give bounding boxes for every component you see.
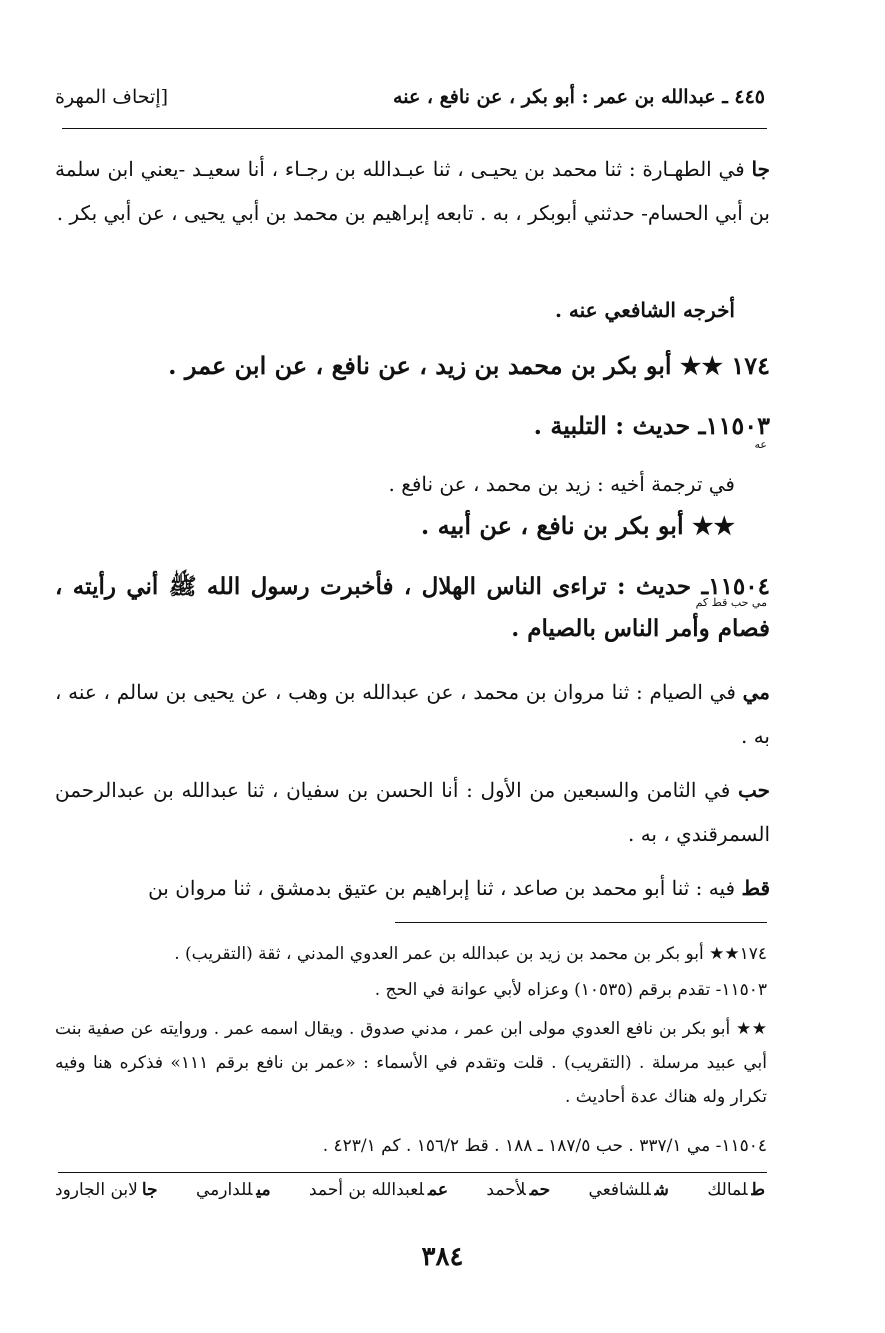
abbreviation-item: حملأحمد bbox=[486, 1180, 551, 1200]
source-siglum: حب bbox=[737, 778, 770, 802]
entry-abu-bakr-nafi-heading bbox=[55, 504, 735, 548]
paragraph-text: أخرجه الشافعي عنه . bbox=[554, 298, 735, 322]
paragraph-text: في ترجمة أخيه : زيد بن محمد ، عن نافع . bbox=[388, 472, 735, 496]
hadith-number: ١١٥٠٣ bbox=[705, 411, 770, 440]
paragraph-darimi bbox=[55, 670, 770, 758]
entry-heading-text: ١٧٤ ★★ أبو بكر بن محمد بن زيد ، عن نافع ، عن ابن عمر . bbox=[168, 351, 770, 380]
hadith-11504-heading bbox=[55, 566, 770, 650]
book-title: [إتحاف المهرة bbox=[55, 86, 169, 108]
abbreviation-key bbox=[55, 1180, 765, 1200]
hadith-number: ١١٥٠٤ bbox=[708, 573, 770, 600]
entry-heading-text: ★★ أبو بكر بن نافع ، عن أبيه . bbox=[420, 511, 735, 540]
abbreviation-item: شللشافعي bbox=[588, 1180, 669, 1200]
paragraph-jarud bbox=[55, 147, 770, 235]
paragraph-ibn-hibban bbox=[55, 768, 770, 856]
footnote-rule bbox=[395, 922, 767, 923]
page-header bbox=[55, 80, 765, 114]
abbreviation-item: عملعبدالله بن أحمد bbox=[309, 1180, 448, 1200]
abbreviation-rule bbox=[58, 1172, 767, 1173]
paragraph-text: في الطهـارة : ثنا محمد بن يحيـى ، ثنا عبـدالله بن رجـاء ، أنا سعيـد -يعني ابن سلمة بن أبي الحسام- حدثني أبوبكر ، به . تابعه إبراهيم بن محمد بن أبي يحيى ، عن أبي بكر . bbox=[55, 157, 770, 225]
hadith-title: ـ حديث : التلبية . bbox=[533, 411, 706, 440]
source-siglum: جا bbox=[751, 157, 770, 181]
footnote-11504: ١١٥٠٤- مي ٣٣٧/١ . حب ١٨٧/٥ ـ ١٨٨ . قط ١٥٦/٢ . كم ٤٢٣/١ . bbox=[322, 1136, 767, 1156]
running-title: ٤٤٥ ـ عبدالله بن عمر : أبو بكر ، عن نافع ، عنه bbox=[393, 86, 765, 108]
paragraph-text: في الصيام : ثنا مروان بن محمد ، عن عبدالله بن وهب ، عن يحيى بن سالم ، عنه ، به . bbox=[55, 680, 770, 748]
abbreviation-item: جالابن الجارود bbox=[55, 1180, 158, 1200]
header-rule bbox=[62, 128, 767, 129]
paragraph-brother bbox=[55, 462, 735, 506]
paragraph-shafii bbox=[55, 288, 735, 332]
paragraph-text: فيه : ثنا أبو محمد بن صاعد ، ثنا إبراهيم بن عتيق بدمشق ، ثنا مروان بن bbox=[148, 876, 742, 900]
hadith-11503-sigla: عه bbox=[754, 438, 767, 451]
footnote-174: ١٧٤★★ أبو بكر بن محمد بن زيد بن عبدالله بن عمر العدوي المدني ، ثقة (التقريب) . bbox=[174, 944, 767, 964]
footnote-abu-bakr-nafi: ★★ أبو بكر بن نافع العدوي مولى ابن عمر ، مدني صدوق . ويقال اسمه عمر . وروايته عن صفية بنت أبي عبيد مرسلة . (التقريب) . قلت وتقدم في الأسماء : «عمر بن نافع برقم ١١١» فذكره هنا وفيه تكرار وله هناك عدة أحاديث . bbox=[55, 1019, 767, 1107]
hadith-11504-sigla: مي حب قط كم bbox=[695, 596, 767, 609]
footnote-11503: ١١٥٠٣- تقدم برقم (١٠٥٣٥) وعزاه لأبي عوانة في الحج . bbox=[374, 980, 767, 1000]
abbreviation-item: ميللدارمي bbox=[195, 1180, 271, 1200]
source-siglum: مي bbox=[742, 680, 770, 704]
entry-174-heading bbox=[55, 344, 770, 388]
hadith-title: ـ حديث : تراءى الناس الهلال ، فأخبرت رسول الله ﷺ أني رأيته ، فصام وأمر الناس بالصيام . bbox=[55, 573, 770, 642]
paragraph-text: في الثامن والسبعين من الأول : أنا الحسن بن سفيان ، ثنا عبدالله بن عبدالرحمن السمرقندي ، به . bbox=[55, 778, 770, 846]
paragraph-daraqutni bbox=[55, 866, 770, 910]
page-number: ٣٨٤ bbox=[421, 1242, 464, 1272]
abbreviation-item: طلمالك bbox=[707, 1180, 765, 1200]
source-siglum: قط bbox=[741, 876, 770, 900]
hadith-11503-heading bbox=[55, 404, 770, 448]
